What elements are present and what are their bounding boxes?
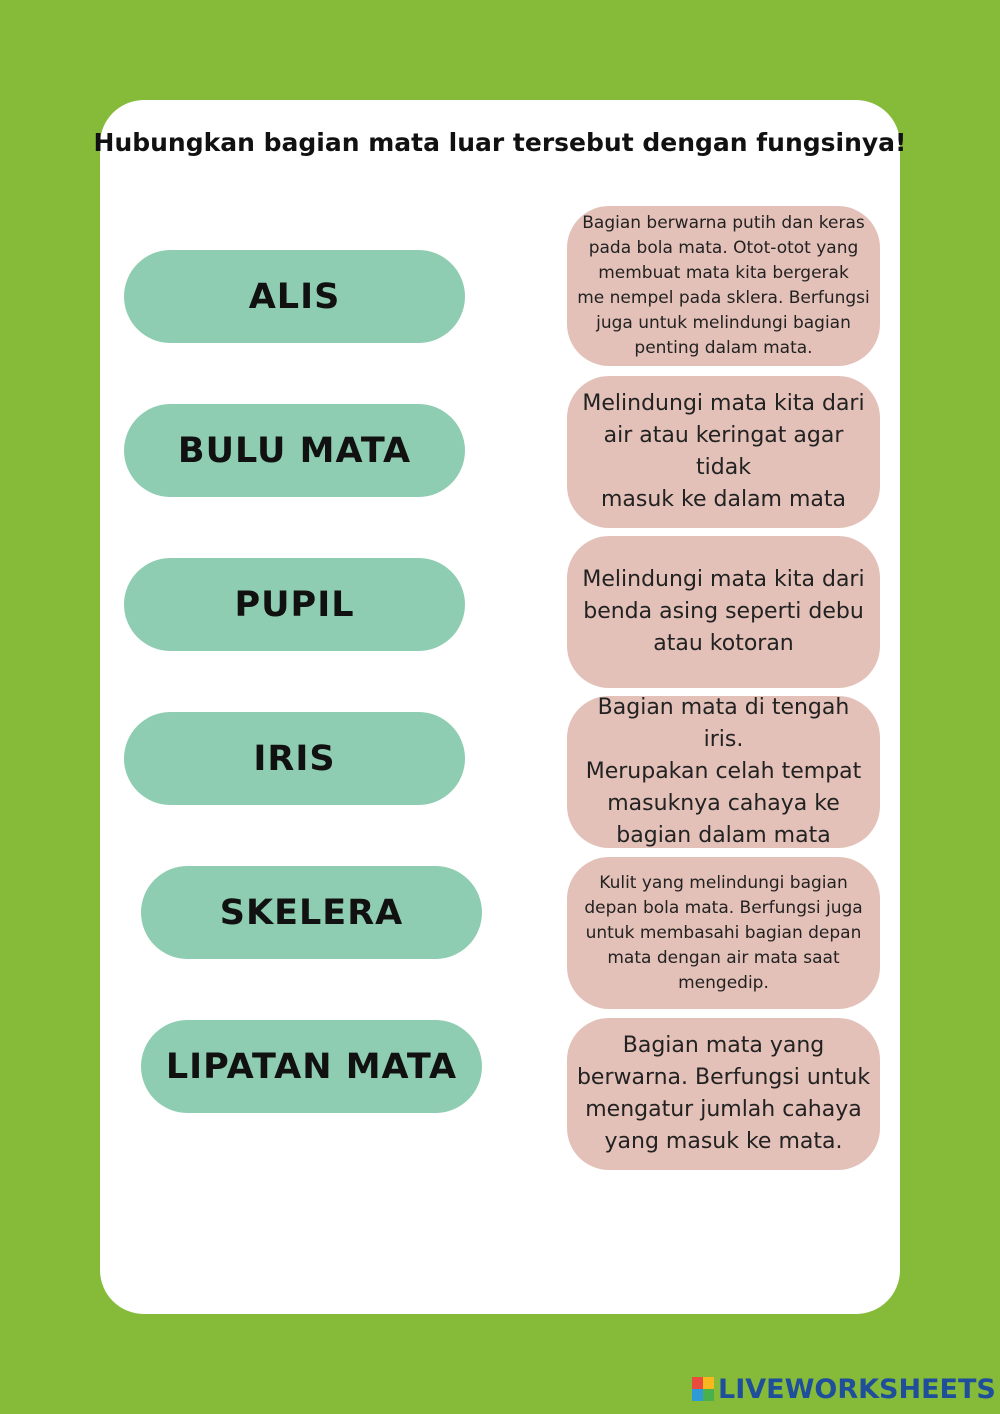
- term-pill-bulu-mata[interactable]: BULU MATA: [124, 404, 465, 497]
- definition-box-1[interactable]: [567, 206, 880, 366]
- liveworksheets-logo-text: LIVEWORKSHEETS: [718, 1373, 996, 1405]
- definition-box-5[interactable]: [567, 857, 880, 1009]
- definition-box-2[interactable]: [567, 376, 880, 528]
- liveworksheets-logo: [692, 1374, 996, 1404]
- definition-text: Bagian berwarna putih dan keras pada bola mata. Otot-otot yang membuat mata kita bergerak me nempel pada sklera. Berfungsi juga untuk melindungi bagian penting dalam mata.: [577, 213, 870, 358]
- term-pill-pupil[interactable]: PUPIL: [124, 558, 465, 651]
- definition-box-4[interactable]: [567, 696, 880, 848]
- liveworksheets-logo-icon: [692, 1377, 714, 1401]
- term-pill-skelera[interactable]: SKELERA: [141, 866, 482, 959]
- definition-text: Bagian mata yang berwarna. Berfungsi untuk mengatur jumlah cahaya yang masuk ke mata.: [576, 1033, 871, 1154]
- definition-text: Melindungi mata kita dari benda asing seperti debu atau kotoran: [582, 567, 865, 656]
- definition-text: Melindungi mata kita dari air atau keringat agar tidak masuk ke dalam mata: [582, 391, 865, 512]
- definition-text: Bagian mata di tengah iris. Merupakan celah tempat masuknya cahaya ke bagian dalam mata: [585, 695, 862, 848]
- term-pill-iris[interactable]: IRIS: [124, 712, 465, 805]
- definition-box-6[interactable]: [567, 1018, 880, 1170]
- definition-box-3[interactable]: [567, 536, 880, 688]
- term-pill-lipatan-mata[interactable]: LIPATAN MATA: [141, 1020, 482, 1113]
- worksheet-title: Hubungkan bagian mata luar tersebut dengan fungsinya!: [93, 128, 907, 157]
- definition-text: Kulit yang melindungi bagian depan bola mata. Berfungsi juga untuk membasahi bagian depan mata dengan air mata saat mengedip.: [584, 872, 863, 993]
- term-pill-alis[interactable]: ALIS: [124, 250, 465, 343]
